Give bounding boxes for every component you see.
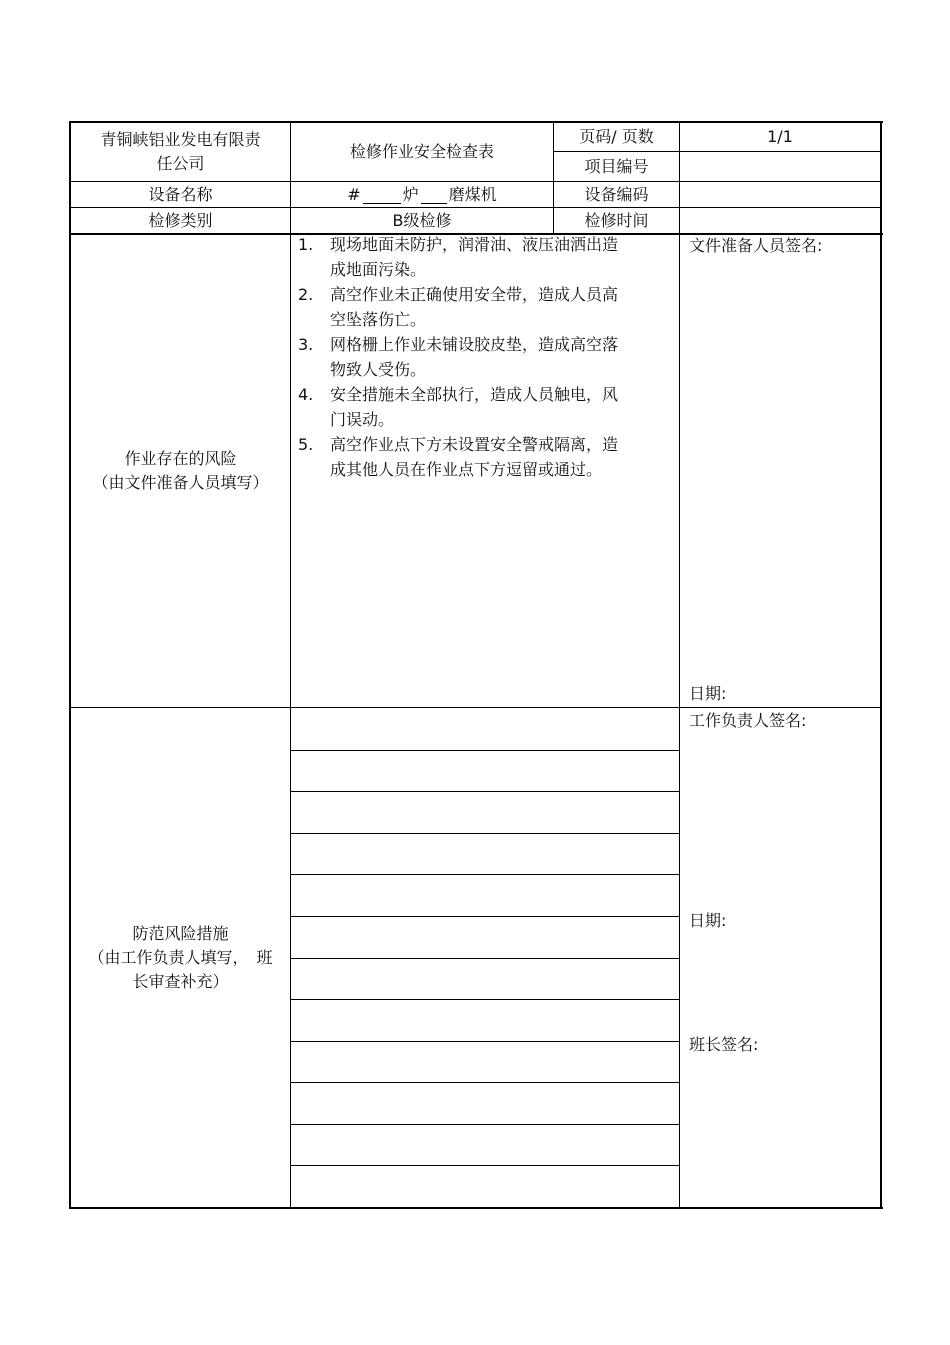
measure-row-line: [290, 833, 680, 834]
risk-text: [330, 382, 656, 432]
company-name: [71, 122, 290, 181]
equipment-mill: 磨煤机: [448, 184, 497, 204]
page-value: 1/1: [767, 126, 793, 146]
measure-row[interactable]: [291, 874, 679, 916]
measure-row-line: [290, 750, 680, 751]
equipment-furnace: 炉: [402, 184, 419, 204]
measure-row[interactable]: [291, 1041, 679, 1083]
risk-number: 2.: [298, 285, 314, 304]
risk-list: [296, 232, 656, 482]
risk-item: [296, 232, 656, 282]
risk-text-line2: 成地面污染。: [330, 260, 427, 279]
preparer-date-label[interactable]: 日期:: [689, 684, 727, 703]
measure-row-line: [290, 958, 680, 959]
measure-row-line: [290, 791, 680, 792]
measure-row-line: [290, 1165, 680, 1166]
company-name-line2: 任公司: [156, 153, 205, 173]
risk-text-line1: 现场地面未防护，润滑油、液压油洒出造: [330, 235, 619, 254]
preparer-signature-label[interactable]: 文件准备人员签名:: [689, 236, 823, 255]
measure-row[interactable]: [291, 1165, 679, 1207]
risk-text-line1: 网格栅上作业未铺设胶皮垫，造成高空落: [330, 335, 619, 354]
maintenance-type-value: B级检修: [392, 210, 452, 230]
risk-item: [296, 432, 656, 482]
risk-text-line2: 物致人受伤。: [330, 360, 427, 379]
project-number-value[interactable]: [680, 152, 880, 181]
risk-number: 3.: [298, 335, 314, 354]
risk-text: [330, 432, 656, 482]
table-bottom-border: [69, 1207, 883, 1209]
risk-text: [330, 232, 656, 282]
risk-item: [296, 282, 656, 332]
measures-label: [71, 708, 290, 1207]
measure-row[interactable]: [291, 916, 679, 958]
project-number-label: 项目编号: [584, 156, 649, 176]
leader-date-label[interactable]: 日期:: [689, 911, 727, 930]
risk-text-line2: 空坠落伤亡。: [330, 310, 427, 329]
risk-item: [296, 332, 656, 382]
leader-signature-label[interactable]: 工作负责人签名:: [689, 711, 807, 730]
form-title: 检修作业安全检查表: [349, 141, 494, 161]
risk-text-line2: 成其他人员在作业点下方逗留或通过。: [330, 460, 603, 479]
equipment-name-label: 设备名称: [148, 184, 213, 204]
measures-label-line3: 长审查补充）: [132, 971, 229, 991]
measure-row[interactable]: [291, 999, 679, 1041]
measure-row[interactable]: [291, 791, 679, 833]
measures-label-line1: 防范风险措施: [132, 923, 229, 943]
measure-row[interactable]: [291, 750, 679, 792]
measure-row[interactable]: [291, 833, 679, 875]
table-right-border: [880, 121, 882, 1209]
measure-row[interactable]: [291, 1124, 679, 1166]
equipment-name-value: [291, 182, 553, 207]
maintenance-time-value[interactable]: [680, 208, 880, 233]
page-label: 页码/ 页数: [579, 126, 654, 146]
maintenance-type-label: 检修类别: [148, 210, 213, 230]
risks-label-line1: 作业存在的风险: [124, 449, 237, 468]
unit-number-blank[interactable]: [363, 185, 401, 204]
risk-text-line1: 安全措施未全部执行，造成人员触电，风: [330, 385, 619, 404]
monitor-signature-label[interactable]: 班长签名:: [689, 1035, 759, 1054]
risk-text: [330, 282, 656, 332]
risks-label: [71, 235, 290, 707]
equipment-hash: #: [347, 184, 361, 204]
measure-row[interactable]: [291, 1082, 679, 1124]
company-name-line1: 青铜峡铝业发电有限责: [100, 129, 261, 149]
equipment-code-label: 设备编码: [584, 184, 649, 204]
measure-row-line: [290, 874, 680, 875]
maintenance-time-label: 检修时间: [584, 210, 649, 230]
measure-row-line: [290, 1124, 680, 1125]
measure-row-line: [290, 1041, 680, 1042]
risk-number: 4.: [298, 385, 314, 404]
risk-text: [330, 332, 656, 382]
measure-row-line: [290, 999, 680, 1000]
mill-letter-blank[interactable]: [421, 185, 447, 204]
measure-row[interactable]: [291, 958, 679, 1000]
measure-row-line: [290, 916, 680, 917]
measures-label-line2: （由工作负责人填写， 班: [88, 947, 273, 967]
risks-label-line2: （由文件准备人员填写）: [92, 473, 269, 492]
measure-row[interactable]: [291, 708, 679, 750]
risk-item: [296, 382, 656, 432]
risk-text-line1: 高空作业点下方未设置安全警戒隔离，造: [330, 435, 619, 454]
equipment-code-value[interactable]: [680, 182, 880, 207]
measure-row-line: [290, 1082, 680, 1083]
risk-number: 5.: [298, 435, 314, 454]
risk-text-line2: 门误动。: [330, 410, 395, 429]
risk-text-line1: 高空作业未正确使用安全带，造成人员高: [330, 285, 619, 304]
risk-number: 1.: [298, 235, 314, 254]
column-divider: [679, 121, 680, 1208]
